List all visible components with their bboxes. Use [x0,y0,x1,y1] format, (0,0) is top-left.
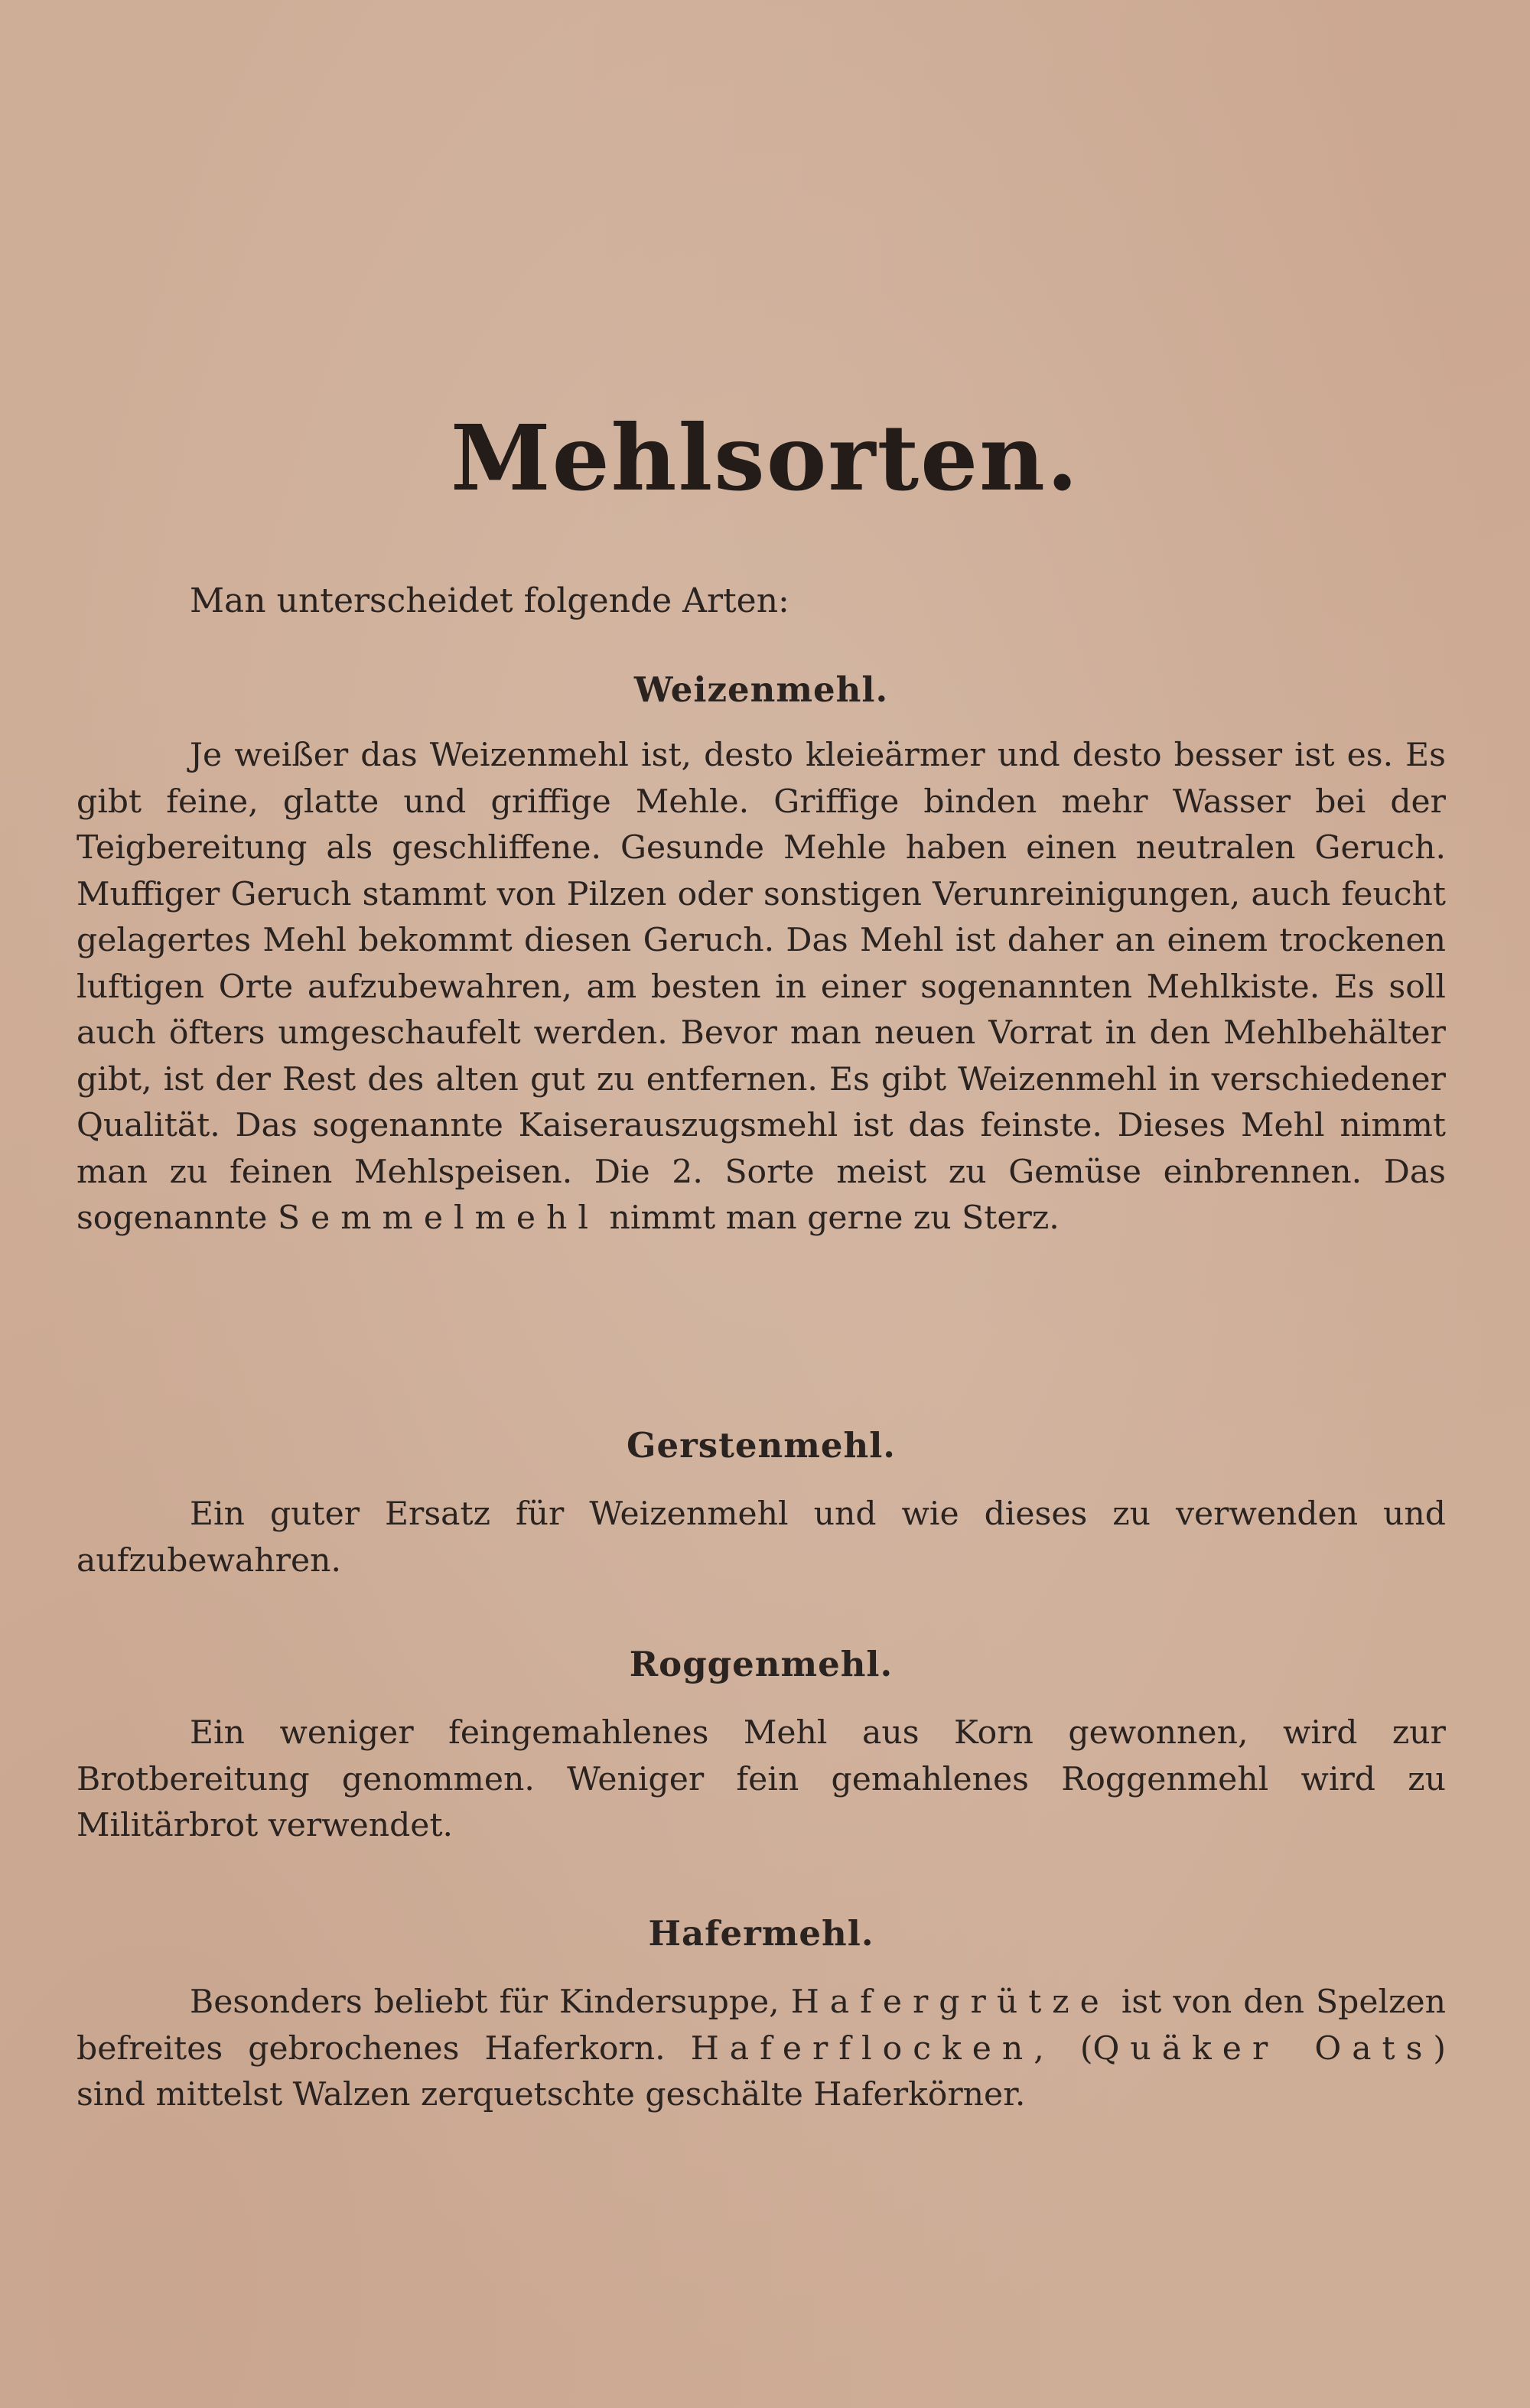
section-heading: Roggenmehl. [629,1644,894,1684]
section-paragraph [76,1980,1446,2119]
section-paragraph [76,1710,1446,1850]
paragraph-text: ) sind mittelst Walzen zerquetschte geschälte Haferkörner. [76,2029,1447,2114]
spaced-term: Hafergrütze [790,1983,1110,2021]
section-roggenmehl [76,1642,1446,1850]
spaced-term: Haferflocken, [690,2029,1055,2068]
spaced-term: Quäker Oats [1092,2029,1434,2068]
section-hafermehl [76,1911,1446,2119]
section-heading: Gerstenmehl. [627,1425,896,1466]
paragraph-text: Ein guter Ersatz für Weizenmehl und wie dieses zu verwenden und aufzubewahren. [76,1495,1446,1580]
section-weizenmehl [76,667,1446,1242]
paragraph-text: Ein weniger feingemahlenes Mehl aus Korn gewonnen, wird zur Brotbereitung genommen. Weniger fein gemahlenes Roggenmehl wird zu Militärbrot verwendet. [76,1714,1446,1844]
paragraph-text: Je weißer das Weizenmehl ist, desto kleieärmer und desto besser ist es. Es gibt feine, glatte und griffige Mehle. Griffige binden mehr Wasser bei der Teigbereitung als geschliffene. Gesunde Mehle haben einen neutralen Geruch. Muffiger Geruch stammt von Pilzen oder sonstigen Verunreinigungen, auch feucht gelagertes Mehl bekommt diesen Geruch. Das Mehl ist daher an einem trockenen luftigen Orte aufzubewahren, am besten in einer sogenannten Mehlkiste. Es soll auch öfters umgeschaufelt werden. Bevor man neuen Vorrat in den Mehlbehälter gibt, ist der Rest des alten gut zu entfernen. Es gibt Weizenmehl in verschiedener Qualität. Das sogenannte Kaiserauszugsmehl ist das feinste. Dieses Mehl nimmt man zu feinen Mehlspeisen. Die 2. Sorte meist zu Gemüse einbrennen. Das sogenannte [76,737,1446,1237]
spaced-term: Semmelmehl [277,1199,599,1237]
paragraph-text: nimmt man gerne zu Sterz. [609,1199,1060,1237]
page-title: Mehlsorten. [450,405,1080,511]
intro-text: Man unterscheidet folgende Arten: [190,581,789,620]
section-heading: Weizenmehl. [633,669,889,710]
section-paragraph [76,733,1446,1242]
paragraph-text: ( [1079,2029,1093,2068]
section-gerstenmehl [76,1423,1446,1584]
section-heading: Hafermehl. [648,1913,874,1954]
paragraph-text: Besonders beliebt für Kindersuppe, [190,1983,780,2021]
paragraph-text: ist von den Spelzen befreites gebrochenes Haferkorn. [76,1983,1447,2068]
section-paragraph [76,1492,1446,1584]
